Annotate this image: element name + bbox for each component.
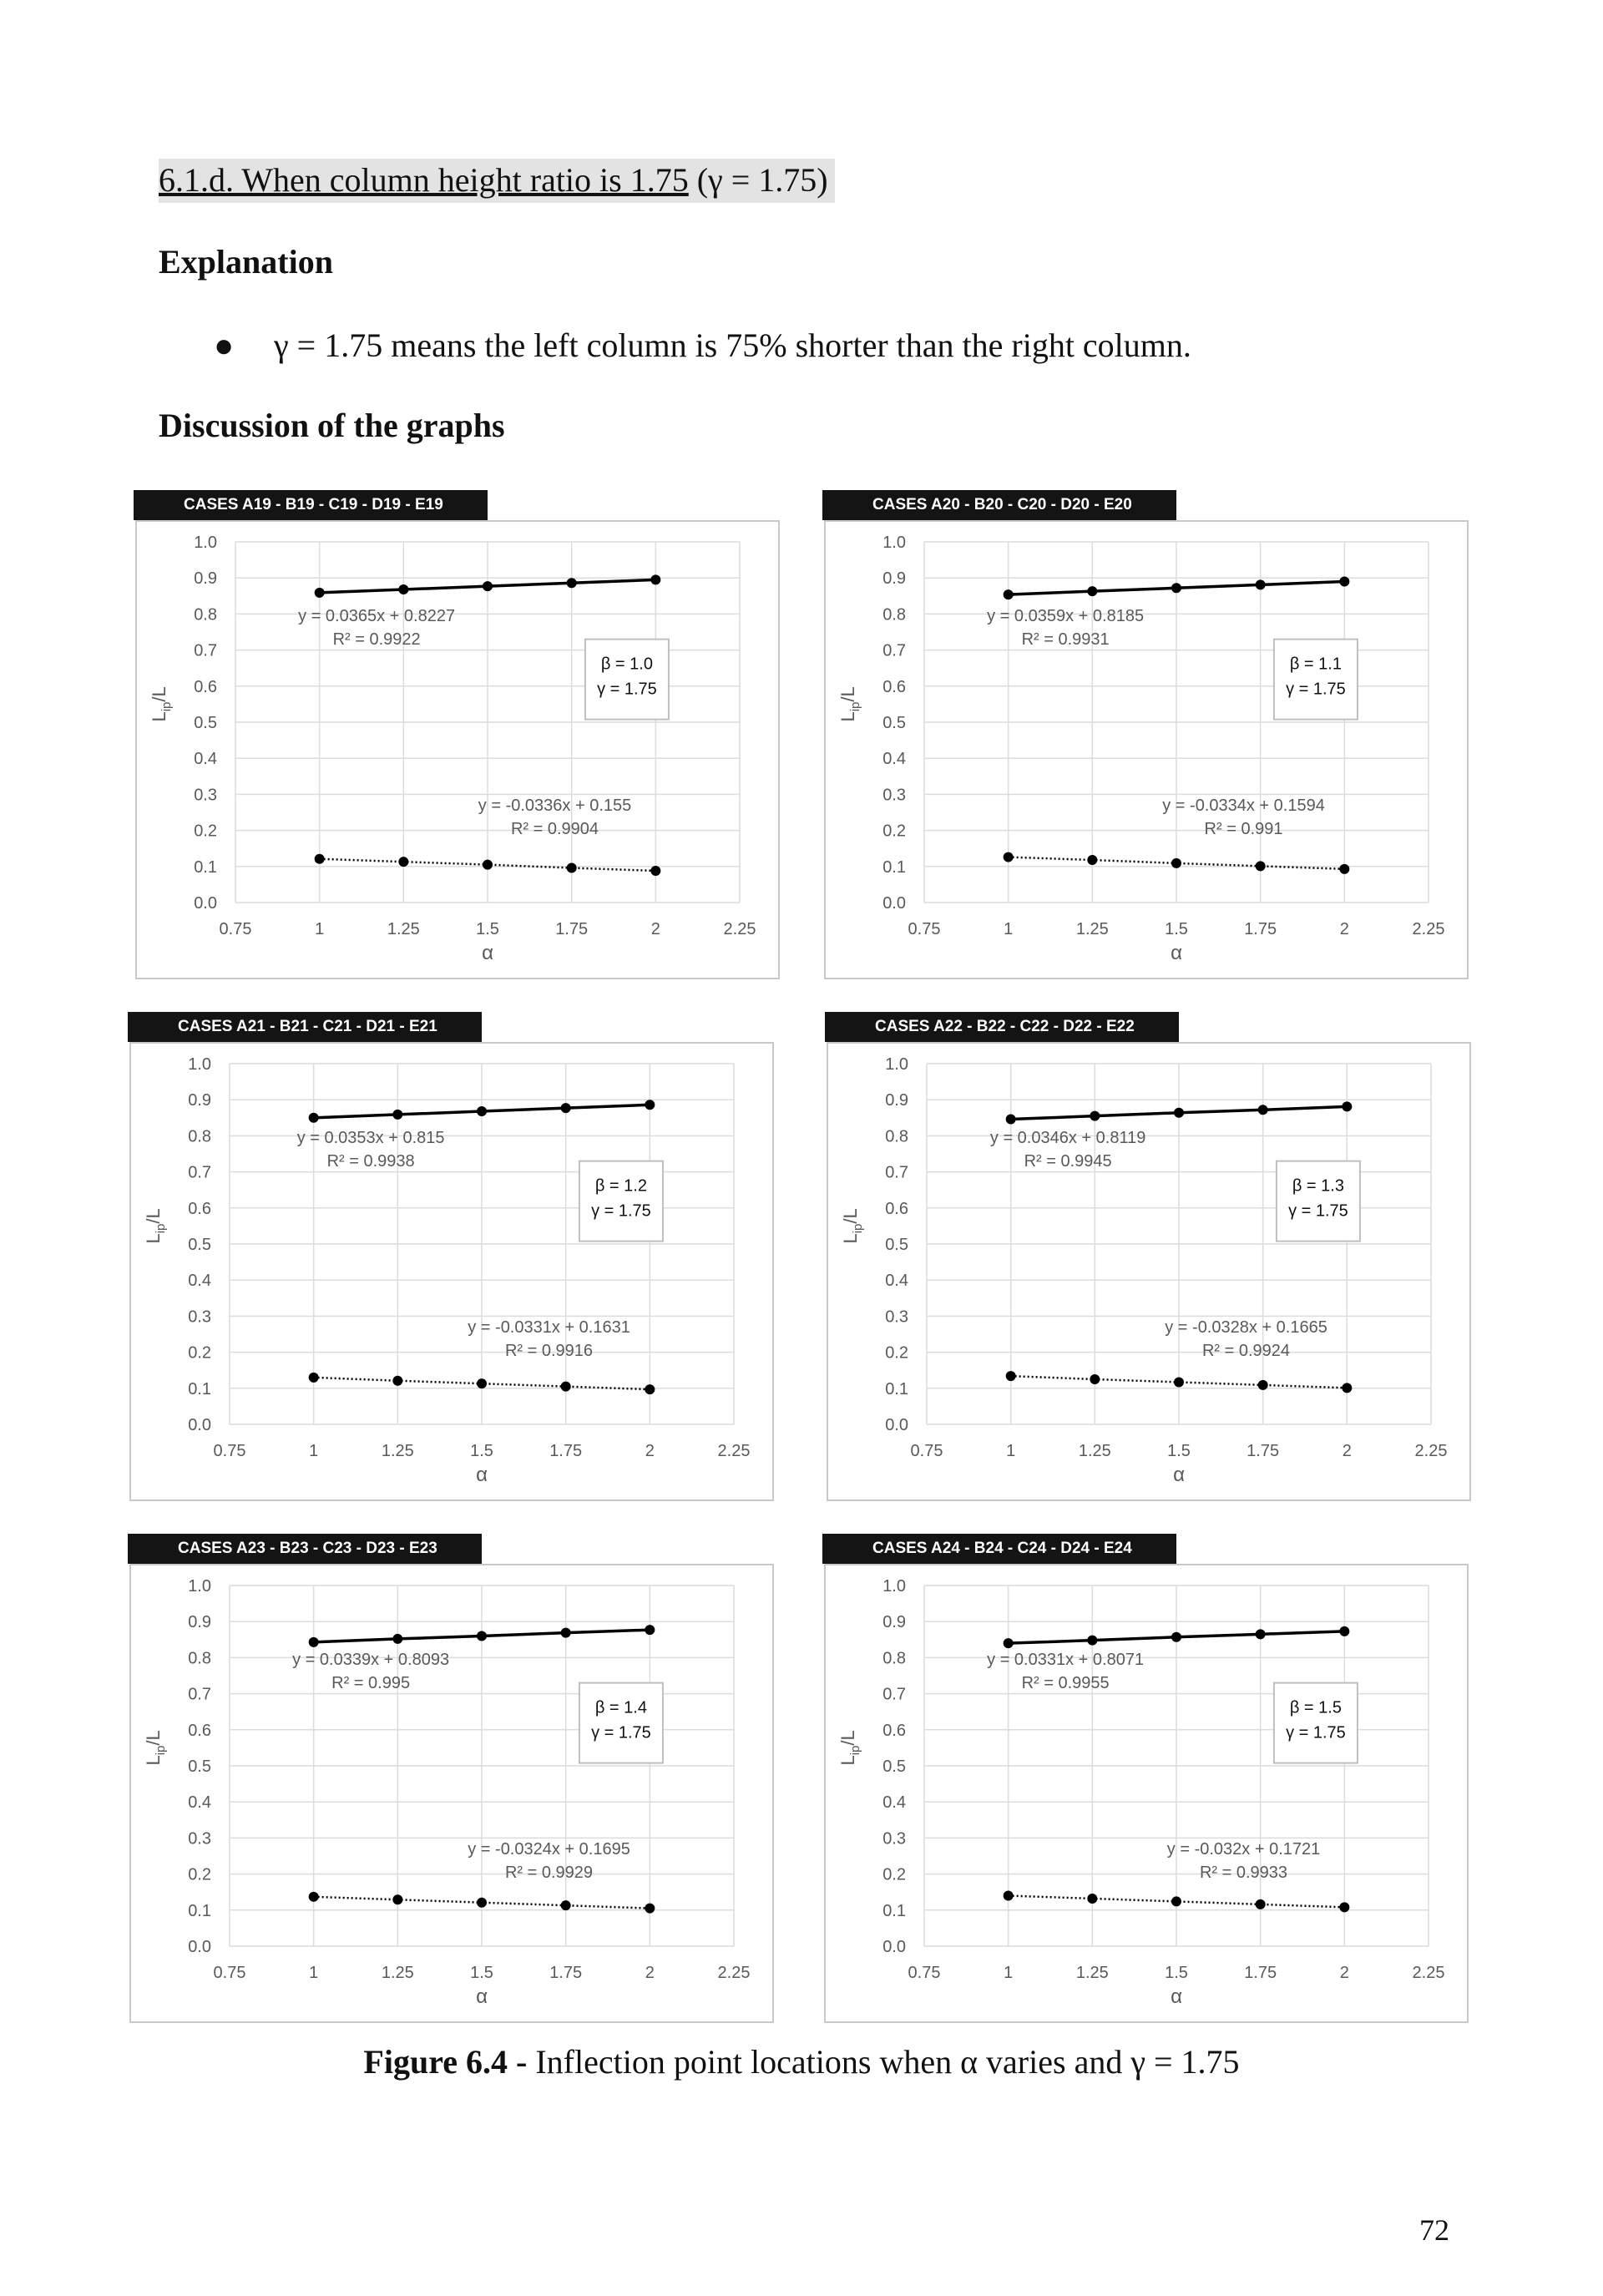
y-tick-label: 0.4	[194, 750, 217, 769]
y-tick-label: 0.3	[885, 1307, 908, 1327]
chart-frame	[824, 520, 1469, 979]
y-tick-label: 0.7	[188, 1163, 211, 1182]
trendline-r2: R² = 0.9931	[1021, 630, 1110, 650]
y-tick-label: 0.5	[885, 1236, 908, 1254]
x-tick-label: 1.5	[470, 1442, 493, 1460]
y-tick-label: 0.6	[188, 1199, 211, 1218]
x-tick-label: 1.25	[381, 1964, 414, 1982]
x-tick-label: 2.25	[717, 1442, 751, 1460]
y-tick-label: 0.6	[194, 677, 217, 696]
y-tick-label: 0.5	[188, 1757, 211, 1776]
x-tick-label: 0.75	[219, 920, 252, 938]
parameter-label: γ = 1.75	[1286, 1723, 1346, 1742]
y-tick-label: 0.2	[188, 1343, 211, 1363]
chart-plot	[826, 522, 1467, 978]
discussion-title: Discussion of the graphs	[159, 407, 505, 444]
trendline-equation: y = 0.0359x + 0.8185	[987, 607, 1145, 626]
y-tick-label: 0.7	[882, 1685, 906, 1704]
x-tick-label: 0.75	[908, 920, 941, 938]
y-tick-label: 0.5	[194, 714, 217, 732]
y-tick-label: 0.9	[194, 569, 217, 589]
data-point	[309, 1637, 319, 1647]
trendline-r2: R² = 0.9916	[504, 1341, 594, 1360]
chart-1	[134, 490, 781, 983]
data-point	[309, 1892, 319, 1902]
x-tick-label: 1.5	[1165, 1964, 1188, 1982]
parameter-box	[1274, 640, 1358, 720]
y-tick-label: 1.0	[188, 1577, 211, 1596]
y-tick-label: 0.2	[885, 1343, 908, 1363]
trendline-r2: R² = 0.9929	[504, 1863, 594, 1882]
section-heading	[159, 159, 835, 203]
section-heading-math: (γ = 1.75)	[688, 161, 828, 199]
data-point	[645, 1100, 655, 1110]
explanation-title: Explanation	[159, 243, 333, 281]
y-tick-label: 0.0	[882, 1938, 906, 1956]
y-tick-label: 0.4	[882, 750, 906, 769]
x-tick-label: 1	[1004, 920, 1014, 938]
data-point	[392, 1634, 402, 1644]
data-point	[1004, 1891, 1014, 1901]
chart-2	[822, 490, 1470, 983]
parameter-box	[579, 1683, 663, 1763]
data-point	[1006, 1371, 1016, 1381]
y-tick-label: 0.1	[194, 857, 217, 877]
parameter-label: γ = 1.75	[1288, 1201, 1348, 1221]
data-point	[1087, 1636, 1097, 1646]
x-tick-label: 1	[315, 920, 325, 938]
data-point	[309, 1113, 319, 1123]
y-tick-label: 0.1	[885, 1379, 908, 1398]
trendline-equation: y = 0.0353x + 0.815	[296, 1129, 445, 1148]
trendline-equation: y = 0.0331x + 0.8071	[987, 1651, 1145, 1670]
parameter-label: β = 1.5	[1289, 1698, 1342, 1717]
x-tick-label: 1	[1006, 1442, 1016, 1460]
y-tick-label: 0.3	[188, 1307, 211, 1327]
y-tick-label: 0.9	[188, 1613, 211, 1632]
x-tick-label: 2	[645, 1442, 655, 1460]
y-tick-label: 0.9	[882, 1613, 906, 1632]
y-tick-label: 0.8	[882, 605, 906, 625]
chart-plot	[137, 522, 778, 978]
data-point	[477, 1378, 487, 1388]
x-tick-label: 2.25	[1414, 1442, 1448, 1460]
x-tick-label: 1.75	[1246, 1442, 1280, 1460]
trendline-equation: y = -0.0331x + 0.1631	[468, 1317, 630, 1337]
y-tick-label: 0.8	[885, 1127, 908, 1146]
chart-frame	[827, 1042, 1471, 1501]
data-point	[483, 860, 493, 870]
x-axis-label: α	[1171, 1985, 1182, 2008]
parameter-label: γ = 1.75	[591, 1723, 651, 1742]
y-tick-label: 0.2	[882, 1865, 906, 1884]
y-tick-label: 0.6	[882, 1721, 906, 1740]
data-point	[650, 866, 660, 876]
x-tick-label: 1	[309, 1964, 319, 1982]
parameter-box	[1277, 1161, 1360, 1242]
y-tick-label: 1.0	[194, 534, 217, 552]
trendline-equation: y = 0.0339x + 0.8093	[292, 1651, 450, 1670]
data-point	[1342, 1383, 1352, 1393]
y-axis-label: $L_{ip}/L$	[143, 1208, 168, 1244]
data-point	[1258, 1105, 1268, 1115]
data-point	[1004, 852, 1014, 862]
data-point	[1342, 1101, 1352, 1111]
y-tick-label: 0.4	[885, 1272, 908, 1291]
data-point	[1171, 1632, 1181, 1642]
y-tick-label: 0.2	[194, 822, 217, 841]
bullet-dot: ●	[214, 326, 235, 364]
x-tick-label: 2	[1339, 1964, 1349, 1982]
x-tick-label: 1.75	[1244, 1964, 1277, 1982]
data-point	[477, 1898, 487, 1908]
data-point	[1087, 1894, 1097, 1904]
parameter-label: β = 1.0	[600, 655, 653, 674]
data-point	[477, 1631, 487, 1641]
data-point	[1256, 861, 1266, 871]
y-tick-label: 1.0	[882, 534, 906, 552]
trendline-equation: y = -0.0328x + 0.1665	[1165, 1317, 1327, 1337]
page-number: 72	[1419, 2213, 1449, 2247]
y-tick-label: 0.8	[188, 1127, 211, 1146]
x-tick-label: 2.25	[1412, 920, 1445, 938]
x-tick-label: 0.75	[213, 1964, 246, 1982]
y-tick-label: 0.9	[188, 1091, 211, 1110]
data-point	[650, 574, 660, 584]
x-tick-label: 1.25	[1078, 1442, 1111, 1460]
chart-frame	[129, 1564, 774, 2023]
data-point	[477, 1106, 487, 1116]
parameter-label: β = 1.2	[594, 1176, 647, 1196]
data-point	[561, 1103, 571, 1113]
chart-plot	[828, 1044, 1469, 1499]
x-tick-label: 1.75	[549, 1964, 583, 1982]
data-point	[1090, 1111, 1100, 1121]
trendline-equation: y = 0.0346x + 0.8119	[989, 1129, 1146, 1148]
y-tick-label: 1.0	[885, 1055, 908, 1074]
trendline-r2: R² = 0.9922	[332, 630, 421, 650]
y-tick-label: 0.9	[885, 1091, 908, 1110]
y-tick-label: 0.1	[882, 1901, 906, 1920]
trendline-r2: R² = 0.995	[331, 1674, 411, 1693]
data-point	[561, 1628, 571, 1638]
x-tick-label: 2	[650, 920, 660, 938]
y-tick-label: 0.2	[188, 1865, 211, 1884]
trendline-r2: R² = 0.9933	[1199, 1863, 1288, 1882]
data-point	[645, 1384, 655, 1394]
trendline-r2: R² = 0.9904	[510, 819, 599, 838]
data-point	[398, 857, 408, 867]
data-point	[561, 1382, 571, 1392]
y-axis-label: $L_{ip}/L$	[149, 686, 174, 722]
y-axis-label: $L_{ip}/L$	[837, 686, 862, 722]
chart-plot	[826, 1565, 1467, 2021]
x-tick-label: 2	[1339, 920, 1349, 938]
y-tick-label: 0.8	[188, 1649, 211, 1668]
y-tick-label: 0.0	[882, 894, 906, 913]
parameter-box	[579, 1161, 663, 1242]
x-axis-label: α	[476, 1464, 488, 1486]
x-tick-label: 1.25	[1075, 920, 1109, 938]
y-tick-label: 0.0	[885, 1416, 908, 1434]
chart-4	[825, 1012, 1473, 1505]
y-tick-label: 0.4	[188, 1272, 211, 1291]
chart-frame	[135, 520, 780, 979]
data-point	[1004, 1638, 1014, 1648]
y-tick-label: 0.1	[882, 857, 906, 877]
trendline-r2: R² = 0.9924	[1201, 1341, 1291, 1360]
chart-frame	[824, 1564, 1469, 2023]
y-tick-label: 0.6	[882, 677, 906, 696]
y-tick-label: 0.6	[885, 1199, 908, 1218]
x-axis-label: α	[482, 942, 493, 964]
data-point	[309, 1373, 319, 1383]
data-point	[1174, 1108, 1184, 1118]
y-axis-label: $L_{ip}/L$	[837, 1730, 862, 1766]
chart-title: CASES A21 - B21 - C21 - D21 - E21	[128, 1012, 482, 1042]
x-tick-label: 1.75	[549, 1442, 583, 1460]
data-point	[1339, 1902, 1349, 1912]
x-tick-label: 2.25	[717, 1964, 751, 1982]
x-tick-label: 1.5	[1167, 1442, 1191, 1460]
data-point	[1006, 1115, 1016, 1125]
x-axis-label: α	[1173, 1464, 1185, 1486]
trendline-equation: y = -0.0334x + 0.1594	[1162, 796, 1325, 815]
chart-plot	[131, 1044, 772, 1499]
data-point	[561, 1900, 571, 1910]
data-point	[315, 588, 325, 598]
x-tick-label: 1.5	[470, 1964, 493, 1982]
trendline-r2: R² = 0.9938	[326, 1152, 415, 1171]
parameter-label: γ = 1.75	[597, 680, 657, 699]
data-point	[392, 1376, 402, 1386]
y-axis-label: $L_{ip}/L$	[840, 1208, 865, 1244]
x-tick-label: 1.25	[1075, 1964, 1109, 1982]
y-tick-label: 0.4	[188, 1793, 211, 1813]
parameter-label: γ = 1.75	[1286, 680, 1346, 699]
trendline-r2: R² = 0.9945	[1024, 1152, 1112, 1171]
y-tick-label: 0.8	[194, 605, 217, 625]
data-point	[1256, 1629, 1266, 1639]
y-tick-label: 0.1	[188, 1901, 211, 1920]
parameter-label: γ = 1.75	[591, 1201, 651, 1221]
y-tick-label: 0.0	[188, 1938, 211, 1956]
y-tick-label: 1.0	[882, 1577, 906, 1596]
parameter-label: β = 1.4	[594, 1698, 647, 1717]
y-tick-label: 0.5	[882, 714, 906, 732]
y-tick-label: 0.5	[882, 1757, 906, 1776]
parameter-label: β = 1.3	[1292, 1176, 1344, 1196]
y-tick-label: 0.3	[882, 1829, 906, 1848]
x-tick-label: 0.75	[910, 1442, 943, 1460]
data-point	[1171, 583, 1181, 593]
x-tick-label: 1.75	[1244, 920, 1277, 938]
y-tick-label: 0.6	[188, 1721, 211, 1740]
y-tick-label: 0.3	[882, 786, 906, 805]
trendline-equation: y = -0.0336x + 0.155	[478, 796, 632, 815]
data-point	[1171, 858, 1181, 868]
y-axis-label: $L_{ip}/L$	[143, 1730, 168, 1766]
x-tick-label: 1.25	[387, 920, 420, 938]
data-point	[1258, 1380, 1268, 1390]
trendline-r2: R² = 0.991	[1204, 819, 1283, 838]
data-point	[315, 854, 325, 864]
chart-5	[128, 1534, 776, 2026]
data-point	[1256, 1899, 1266, 1909]
data-point	[392, 1894, 402, 1904]
figure-caption	[0, 2042, 1603, 2081]
chart-title: CASES A20 - B20 - C20 - D20 - E20	[822, 490, 1176, 520]
data-point	[567, 863, 577, 873]
data-point	[1090, 1374, 1100, 1384]
data-point	[645, 1625, 655, 1635]
x-tick-label: 2	[1342, 1442, 1352, 1460]
x-tick-label: 2	[645, 1964, 655, 1982]
x-tick-label: 1.5	[476, 920, 499, 938]
x-tick-label: 0.75	[908, 1964, 941, 1982]
data-point	[1339, 1626, 1349, 1636]
data-point	[1087, 855, 1097, 865]
y-tick-label: 0.0	[188, 1416, 211, 1434]
chart-title: CASES A19 - B19 - C19 - D19 - E19	[134, 490, 488, 520]
y-tick-label: 1.0	[188, 1055, 211, 1074]
y-tick-label: 0.8	[882, 1649, 906, 1668]
parameter-box	[585, 640, 669, 720]
x-tick-label: 1	[1004, 1964, 1014, 1982]
chart-title: CASES A23 - B23 - C23 - D23 - E23	[128, 1534, 482, 1564]
chart-6	[822, 1534, 1470, 2026]
x-tick-label: 0.75	[213, 1442, 246, 1460]
parameter-box	[1274, 1683, 1358, 1763]
y-tick-label: 0.2	[882, 822, 906, 841]
trendline-equation: y = -0.032x + 0.1721	[1166, 1839, 1321, 1859]
section-heading-text: 6.1.d. When column height ratio is 1.75	[159, 161, 689, 199]
y-tick-label: 0.0	[194, 894, 217, 913]
data-point	[1004, 589, 1014, 599]
data-point	[1339, 577, 1349, 587]
trendline-r2: R² = 0.9955	[1021, 1674, 1110, 1693]
x-axis-label: α	[476, 1985, 488, 2008]
data-point	[1256, 579, 1266, 589]
y-tick-label: 0.5	[188, 1236, 211, 1254]
data-point	[1171, 1896, 1181, 1906]
x-tick-label: 1.5	[1165, 920, 1188, 938]
caption-label: Figure 6.4 -	[363, 2043, 528, 2081]
chart-plot	[131, 1565, 772, 2021]
chart-title: CASES A24 - B24 - C24 - D24 - E24	[822, 1534, 1176, 1564]
x-tick-label: 1.25	[381, 1442, 414, 1460]
y-tick-label: 0.7	[194, 641, 217, 660]
y-tick-label: 0.4	[882, 1793, 906, 1813]
data-point	[483, 581, 493, 591]
data-point	[567, 578, 577, 588]
y-tick-label: 0.9	[882, 569, 906, 589]
trendline-equation: y = 0.0365x + 0.8227	[298, 607, 456, 626]
data-point	[398, 584, 408, 594]
data-point	[645, 1904, 655, 1914]
x-tick-label: 2.25	[1412, 1964, 1445, 1982]
y-tick-label: 0.3	[188, 1829, 211, 1848]
x-tick-label: 2.25	[723, 920, 756, 938]
data-point	[1087, 586, 1097, 596]
y-tick-label: 0.7	[188, 1685, 211, 1704]
data-point	[1339, 864, 1349, 874]
y-tick-label: 0.7	[882, 641, 906, 660]
chart-frame	[129, 1042, 774, 1501]
y-tick-label: 0.1	[188, 1379, 211, 1398]
data-point	[1174, 1377, 1184, 1387]
y-tick-label: 0.3	[194, 786, 217, 805]
x-tick-label: 1.75	[555, 920, 589, 938]
chart-title: CASES A22 - B22 - C22 - D22 - E22	[825, 1012, 1179, 1042]
x-tick-label: 1	[309, 1442, 319, 1460]
y-tick-label: 0.7	[885, 1163, 908, 1182]
trendline-equation: y = -0.0324x + 0.1695	[468, 1839, 630, 1859]
caption-text: Inflection point locations when α varies and γ = 1.75	[527, 2043, 1240, 2081]
chart-3	[128, 1012, 776, 1505]
bullet-text: γ = 1.75 means the left column is 75% shorter than the right column.	[274, 326, 1191, 364]
x-axis-label: α	[1171, 942, 1182, 964]
parameter-label: β = 1.1	[1289, 655, 1342, 674]
data-point	[392, 1110, 402, 1120]
